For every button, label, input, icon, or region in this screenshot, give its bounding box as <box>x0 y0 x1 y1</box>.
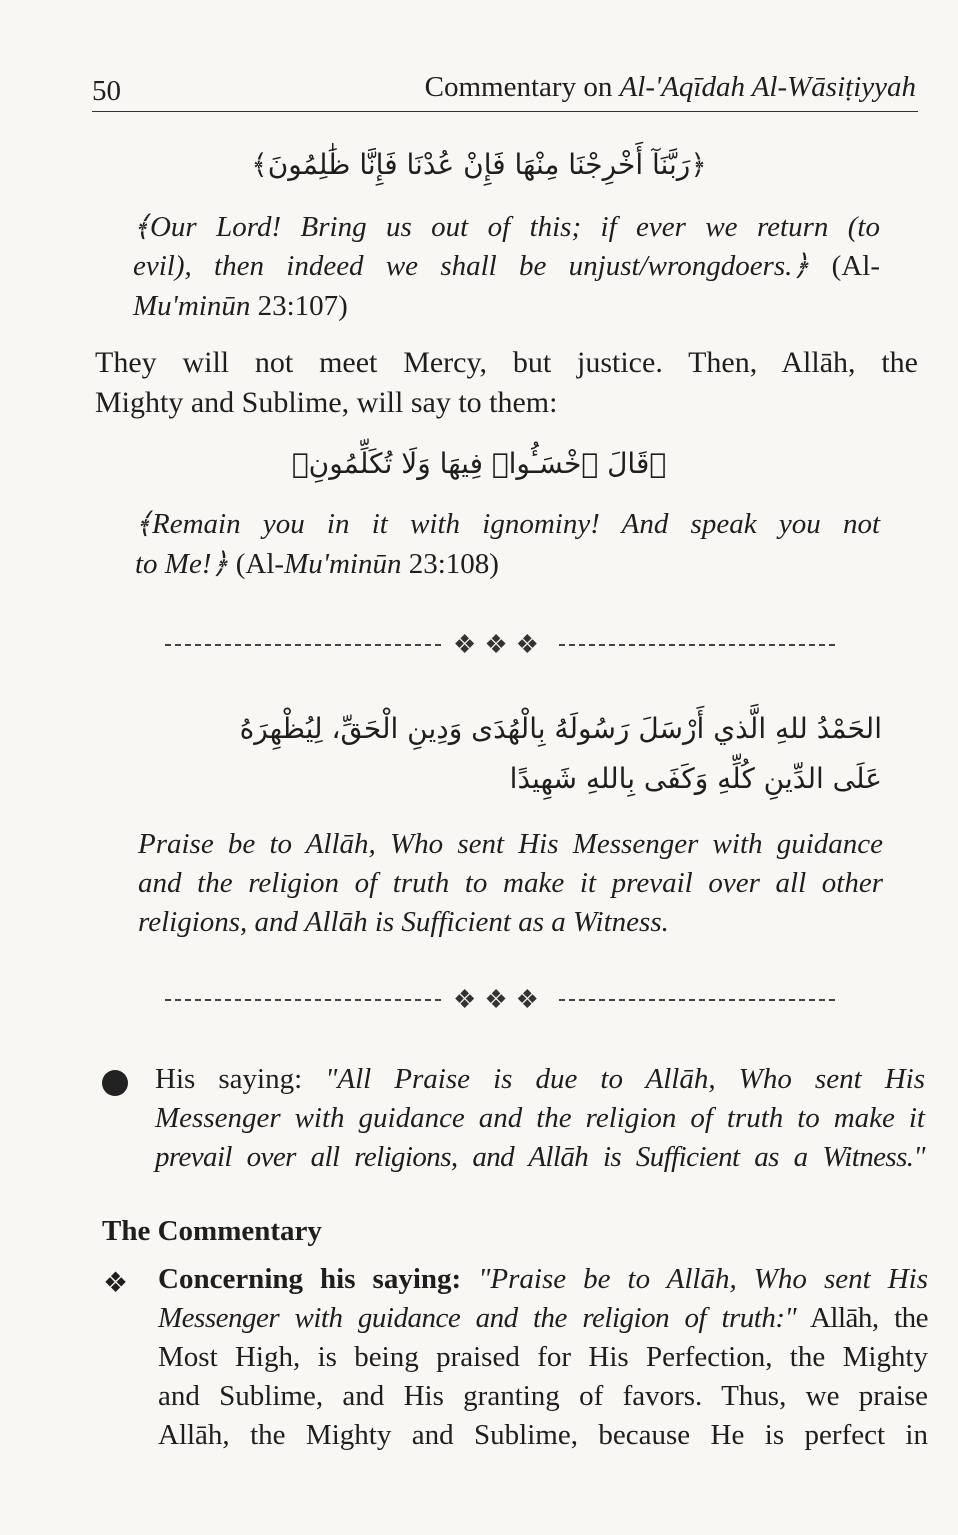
bullet-quote: prevail over all religions, and Allāh is Sufficient as a Witness." <box>155 1141 925 1173</box>
verse1-ref-surah: Mu'minūn <box>133 290 251 322</box>
bullet-line3 <box>155 1140 925 1174</box>
para1-line1: They will not meet Mercy, but justice. Then, Allāh, the <box>95 346 918 379</box>
diamond-bullet-icon: ❖ <box>103 1268 129 1299</box>
commentary-line1 <box>158 1262 928 1296</box>
verse1-line3 <box>133 289 348 323</box>
bullet-lead: His saying: <box>155 1063 326 1095</box>
header-title: Commentary on <box>424 71 620 103</box>
verse2-line2 <box>135 547 499 581</box>
verse1-ref: 23:107) <box>250 290 348 322</box>
page-number: 50 <box>92 75 121 107</box>
text-translation-line3 <box>138 905 669 939</box>
commentary-line3: Most High, is being praised for His Perfection, the Mighty <box>158 1341 928 1373</box>
running-header <box>425 70 916 104</box>
verse1-ref: (Al- <box>809 250 880 282</box>
commentary-line4: and Sublime, and His granting of favors. Thus, we praise <box>158 1380 928 1412</box>
verse2-text: to Me!﴿ <box>135 548 229 580</box>
arabic-verse-1: ﴿رَبَّنَآ أَخْرِجْنَا مِنْهَا فَإِنْ عُدْنَا فَإِنَّا ظَٰلِمُونَ﴾ <box>251 148 707 181</box>
text-translation-line2 <box>138 866 883 900</box>
ornament-icon: ❖❖❖ <box>453 985 547 1014</box>
verse1-text: ﴾Our Lord! Bring us out of this; if ever we return (to <box>133 211 880 243</box>
arabic-verse-2: ﴿قَالَ ٱخْسَـُٔوا۟ فِيهَا وَلَا تُكَلِّمُونِ﴾ <box>291 447 667 480</box>
verse2-line1 <box>135 507 880 541</box>
bullet-quote: Messenger with guidance and the religion of truth to make it <box>155 1102 925 1134</box>
translation-text: Praise be to Allāh, Who sent His Messenger with guidance <box>138 828 883 860</box>
commentary-lead: Concerning his saying: <box>158 1263 479 1295</box>
translation-text: and the religion of truth to make it prevail over all other <box>138 867 883 899</box>
translation-text: religions, and Allāh is Sufficient as a Witness. <box>138 906 669 938</box>
commentary-quote: "Praise be to Allāh, Who sent His <box>478 1263 928 1295</box>
verse2-text: ﴾Remain you in it with ignominy! And speak you not <box>135 508 880 540</box>
verse2-ref-surah: Mu'minūn <box>284 548 402 580</box>
bullet-icon <box>102 1070 128 1096</box>
section-heading: The Commentary <box>102 1215 322 1247</box>
header-rule <box>92 111 918 112</box>
header-title-italic: Al-'Aqīdah Al-Wāsiṭiyyah <box>619 71 916 103</box>
verse1-line2 <box>133 249 880 283</box>
bullet-quote: "All Praise is due to Allāh, Who sent His <box>325 1063 925 1095</box>
verse1-line1 <box>133 210 880 244</box>
text-translation-line1 <box>138 827 883 861</box>
arabic-text-line1: الحَمْدُ للهِ الَّذي أَرْسَلَ رَسُولَهُ بِالْهُدَى وَدِينِ الْحَقِّ، لِيُظْهِرَهُ <box>239 712 882 745</box>
bullet-line1 <box>155 1062 925 1096</box>
commentary-quote: Messenger with guidance and the religion of truth:" <box>158 1302 797 1334</box>
commentary-line2 <box>158 1301 928 1335</box>
commentary-text: Allāh, the <box>796 1302 929 1334</box>
para1-line2: Mighty and Sublime, will say to them: <box>95 386 558 419</box>
verse2-ref: (Al- <box>228 548 285 580</box>
verse2-ref: 23:108) <box>401 548 499 580</box>
arabic-text-line2: عَلَى الدِّينِ كُلِّهِ وَكَفَى بِاللهِ شَهِيدًا <box>509 762 882 795</box>
verse1-text: evil), then indeed we shall be unjust/wrongdoers.﴿ <box>133 250 810 282</box>
section-separator <box>165 985 835 1015</box>
commentary-line5: Allāh, the Mighty and Sublime, because He is perfect in <box>158 1419 928 1451</box>
bullet-line2 <box>155 1101 925 1135</box>
ornament-icon: ❖❖❖ <box>453 630 547 659</box>
section-separator <box>165 630 835 660</box>
